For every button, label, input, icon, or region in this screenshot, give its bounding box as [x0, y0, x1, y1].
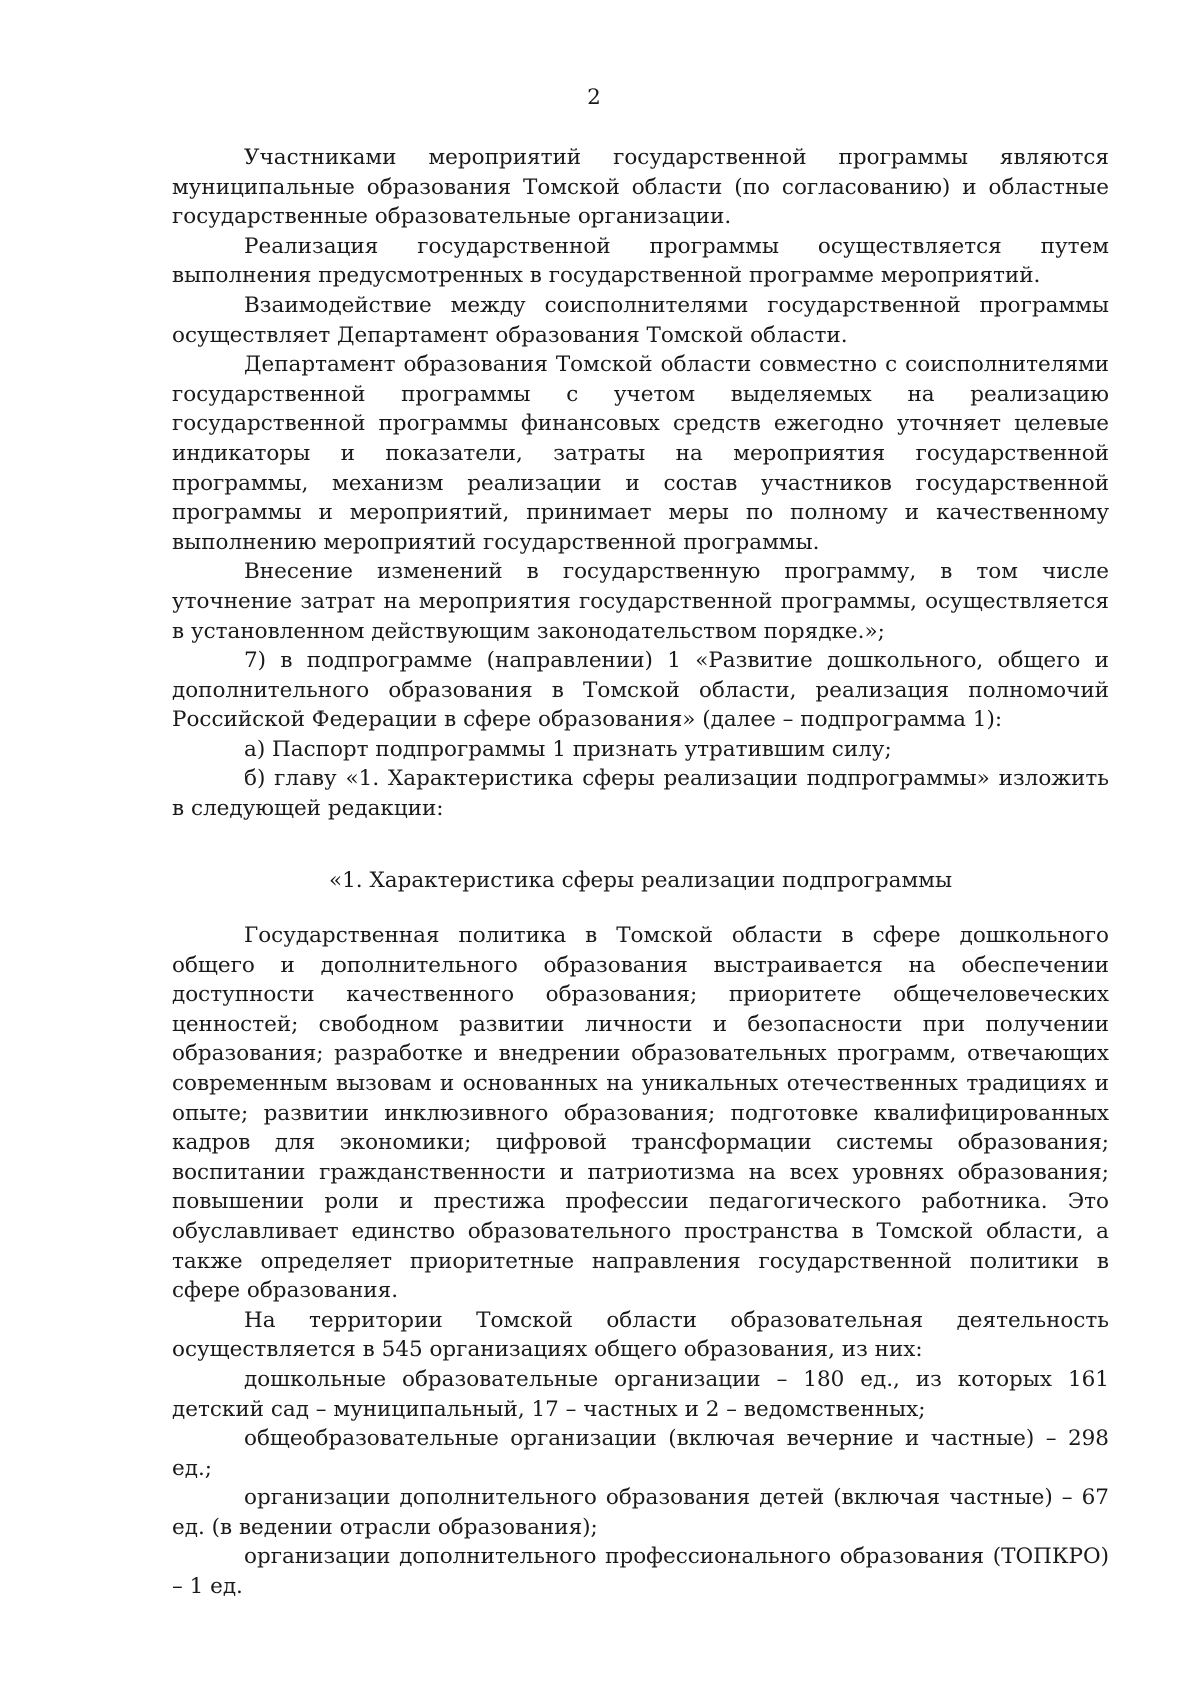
paragraph: Участниками мероприятий государственной программы являются муниципальные образования Томской области (по согласованию) и областные государственные образовательные организации. [172, 145, 1109, 230]
paragraph: Взаимодействие между соисполнителями государственной программы осуществляет Департамент образования Томской области. [172, 292, 1109, 348]
paragraph: Реализация государственной программы осуществляется путем выполнения предусмотренных в государственной программе мероприятий. [172, 233, 1109, 289]
paragraph: организации дополнительного профессионального образования (ТОПКРО) – 1 ед. [172, 1544, 1109, 1600]
paragraph: 7) в подпрограмме (направлении) 1 «Развитие дошкольного, общего и дополнительного образования в Томской области, реализация полномочий Российской Федерации в сфере образования» (далее – подпрограмма 1): [172, 648, 1109, 733]
paragraph: б) главу «1. Характеристика сферы реализации подпрограммы» изложить в следующей редакции: [172, 766, 1109, 822]
paragraph: а) Паспорт подпрограммы 1 признать утратившим силу; [244, 736, 892, 762]
body-text-top [172, 143, 1109, 824]
paragraph: На территории Томской области образовательная деятельность осуществляется в 545 организациях общего образования, из них: [172, 1307, 1109, 1363]
paragraph: Государственная политика в Томской области в сфере дошкольного общего и дополнительного образования выстраивается на обеспечении доступности качественного образования; приоритете общечеловеческих ценностей; свободном развитии личности и безопасности при получении образования; разработке и внедрении образовательных программ, отвечающих современным вызовам и основанных на уникальных отечественных традициях и опыте; развитии инклюзивного образования; подготовке квалифицированных кадров для экономики; цифровой трансформации системы образования; воспитании гражданственности и патриотизма на всех уровнях образования; повышении роли и престижа профессии педагогического работника. Это обуславливает единство образовательного пространства в Томской области, а также определяет приоритетные направления государственной политики в сфере образования. [172, 923, 1109, 1304]
chapter-heading: «1. Характеристика сферы реализации подпрограммы [328, 868, 953, 893]
paragraph: общеобразовательные организации (включая вечерние и частные) – 298 ед.; [172, 1426, 1109, 1481]
paragraph: организации дополнительного образования детей (включая частные) – 67 ед. (в ведении отрасли образования); [172, 1485, 1109, 1540]
paragraph: дошкольные образовательные организации – 180 ед., из которых 161 детский сад – муниципальный, 17 – частных и 2 – ведомственных; [172, 1366, 1109, 1422]
page-number: 2 [587, 85, 601, 110]
paragraph: Департамент образования Томской области совместно с соисполнителями государственной программы с учетом выделяемых на реализацию государственной программы финансовых средств ежегодно уточняет целевые индикаторы и показатели, затраты на мероприятия государственной программы, механизм реализации и состав участников государственной программы и мероприятий, принимает меры по полному и качественному выполнению мероприятий государственной программы. [172, 352, 1109, 555]
paragraph: Внесение изменений в государственную программу, в том числе уточнение затрат на мероприятия государственной программы, осуществляется в установленном действующим законодательством порядке.»; [172, 559, 1109, 644]
body-text-bottom [172, 921, 1109, 1602]
